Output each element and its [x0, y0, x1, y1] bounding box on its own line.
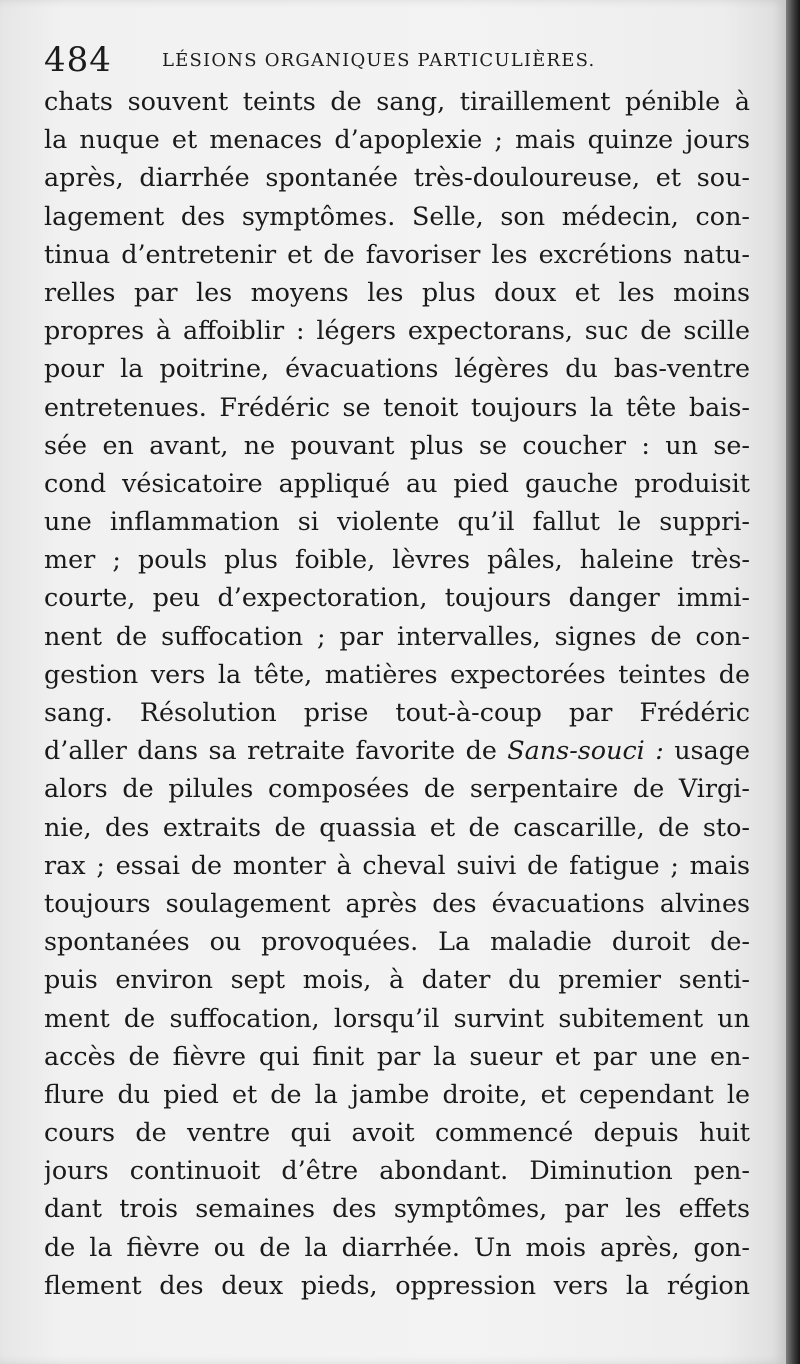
text-line: cond vésicatoire appliqué au pied gauche produisit	[44, 467, 750, 498]
text-line: relles par les moyens les plus doux et les moins	[44, 276, 750, 307]
text-line: accès de fièvre qui finit par la sueur et par une en-	[44, 1040, 750, 1071]
text-line: rax ; essai de monter à cheval suivi de fatigue ; mais	[44, 849, 750, 880]
text-line: pour la poitrine, évacuations légères du bas-ventre	[44, 353, 750, 384]
text-line: toujours soulagement après des évacuations alvines	[44, 887, 750, 918]
text-run: d’aller dans sa retraite favorite de	[44, 735, 508, 766]
text-line: gestion vers la tête, matières expectorées teintes de	[44, 658, 750, 689]
text-line: mer ; pouls plus foible, lèvres pâles, haleine très-	[44, 544, 750, 575]
text-line: chats souvent teints de sang, tiraillement pénible à	[44, 86, 750, 116]
text-line: courte, peu d’expectoration, toujours danger immi-	[44, 582, 750, 613]
text-line: propres à affoiblir : légers expectorans, suc de scille	[44, 315, 750, 346]
text-line: nent de suffocation ; par intervalles, signes de con-	[44, 620, 750, 651]
text-line: cours de ventre qui avoit commencé depuis huit	[44, 1117, 750, 1148]
text-line: sée en avant, ne pouvant plus se coucher : un se-	[44, 429, 750, 460]
text-line: de la fièvre ou de la diarrhée. Un mois après, gon-	[44, 1231, 750, 1262]
text-line: jours continuoit d’être abondant. Diminution pen-	[44, 1155, 750, 1186]
text-line: puis environ sept mois, à dater du premier senti-	[44, 964, 750, 995]
page-edge-shadow	[786, 0, 800, 1364]
running-head: LÉSIONS ORGANIQUES PARTICULIÈRES.	[162, 50, 596, 71]
text-line: alors de pilules composées de serpentaire de Virgi-	[44, 773, 750, 804]
page-header	[44, 40, 750, 84]
text-line: dant trois semaines des symptômes, par les effets	[44, 1193, 750, 1224]
text-line: une inflammation si violente qu’il fallut le suppri-	[44, 506, 750, 537]
text-line: lagement des symptômes. Selle, son médecin, con-	[44, 200, 750, 231]
text-line: après, diarrhée spontanée très-douloureuse, et sou-	[44, 162, 750, 193]
text-line: sang. Résolution prise tout-à-coup par Frédéric	[44, 697, 750, 727]
page-number: 484	[44, 40, 112, 80]
text-line: la nuque et menaces d’apoplexie ; mais quinze jours	[44, 124, 750, 155]
text-line: tinua d’entretenir et de favoriser les excrétions natu-	[44, 238, 750, 269]
body-text	[44, 82, 750, 1304]
text-line	[44, 731, 750, 769]
text-line: entretenues. Frédéric se tenoit toujours la tête bais-	[44, 391, 750, 422]
text-line: flement des deux pieds, oppression vers la région	[44, 1269, 750, 1300]
text-run: usage	[663, 735, 750, 766]
text-line: flure du pied et de la jambe droite, et cependant le	[44, 1078, 750, 1109]
text-line: spontanées ou provoquées. La maladie duroit de-	[44, 926, 750, 957]
text-line: ment de suffocation, lorsqu’il survint subitement un	[44, 1002, 750, 1033]
italic-place-name: Sans-souci :	[507, 735, 664, 766]
text-line: nie, des extraits de quassia et de cascarille, de sto-	[44, 811, 750, 842]
